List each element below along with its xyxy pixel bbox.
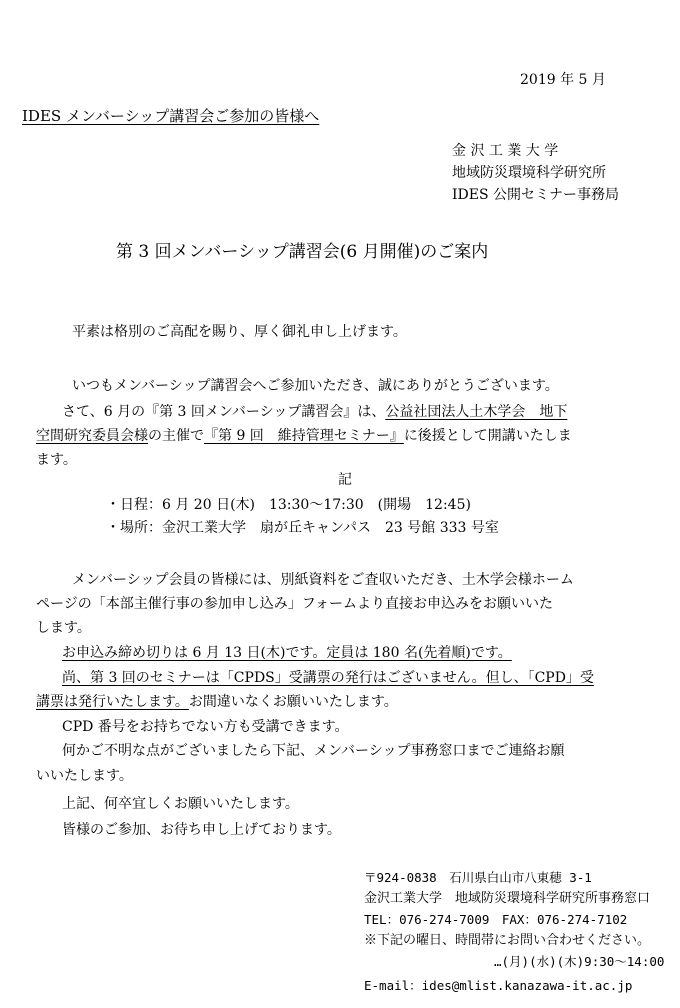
para1-line1: いつもメンバーシップ講習会へご参加いただき、誠にありがとうございます。 (72, 378, 559, 394)
cpd-line: CPD 番号をお持ちでない方も受講できます。 (62, 719, 349, 735)
footer-phone: TEL：076-274-7009 FAX：076-274-7102 (364, 912, 628, 927)
place-line: ・場所：金沢工業大学 扇が丘キャンパス 23 号館 333 号室 (106, 520, 499, 536)
para1-line4: ます。 (36, 452, 77, 468)
footer-hours: …(月)(水)(木)9:30〜14:00 (494, 954, 665, 969)
para1-line3: 空間研究委員会様の主催で『第 9 回 維持管理セミナー』に後援として開講いたしま (36, 428, 572, 444)
para1-line2: さて、6 月の『第 3 回メンバーシップ講習会』は、公益社団法人土木学会 地下 (62, 404, 568, 420)
footer-office: 金沢工業大学 地域防災環境科学研究所事務窓口 (364, 891, 651, 906)
para2-line3: します。 (36, 620, 91, 636)
footer-email[interactable]: E-mail：ides@mlist.kanazawa-it.ac.jp (364, 978, 633, 993)
seminar-name: 『第 9 回 維持管理セミナー』 (204, 428, 404, 444)
ki-mark: 記 (338, 472, 352, 488)
cpds-line2: 講票は発行いたします。お間違いなくお願いいたします。 (36, 694, 398, 710)
document-title: 第 3 回メンバーシップ講習会(6 月開催)のご案内 (116, 242, 489, 262)
para2-line2: ページの「本部主催行事の参加申し込み」フォームより直接お申込みをお願いいた (36, 596, 554, 612)
greeting: 平素は格別のご高配を賜り、厚く御礼申し上げます。 (72, 324, 407, 340)
sender-office: IDES 公開セミナー事務局 (452, 187, 620, 203)
sender-institute: 地域防災環境科学研究所 (452, 165, 606, 181)
closing-line1: 上記、何卒宜しくお願いいたします。 (62, 796, 299, 812)
organizer-link: 公益社団法人土木学会 地下 (385, 404, 568, 420)
addressee-line: IDES メンバーシップ講習会ご参加の皆様へ (22, 107, 320, 125)
footer-address: 〒924-0838 石川県白山市八東穂 3-1 (364, 870, 592, 885)
contact-line2: いいたします。 (36, 768, 133, 784)
schedule-line: ・日程：6 月 20 日(木) 13:30〜17:30 (開場 12:45) (106, 497, 471, 513)
sender-university: 金 沢 工 業 大 学 (452, 143, 559, 159)
document-date: 2019 年 5 月 (520, 72, 606, 88)
closing-line2: 皆様のご参加、お待ち申し上げております。 (62, 822, 341, 838)
para2-line1: メンバーシップ会員の皆様には、別紙資料をご査収いただき、土木学会様ホーム (72, 572, 574, 588)
contact-line1: 何かご不明な点がございましたら下記、メンバーシップ事務窓口までご連絡お願 (62, 743, 565, 759)
deadline-line: お申込み締め切りは 6 月 13 日(木)です。定員は 180 名(先着順)です。 (62, 645, 512, 661)
cpds-line1: 尚、第 3 回のセミナーは「CPDS」受講票の発行はございません。但し、「CPD」受 (62, 670, 594, 686)
footer-note: ※下記の曜日、時間帯にお問い合わせください。 (364, 933, 651, 948)
